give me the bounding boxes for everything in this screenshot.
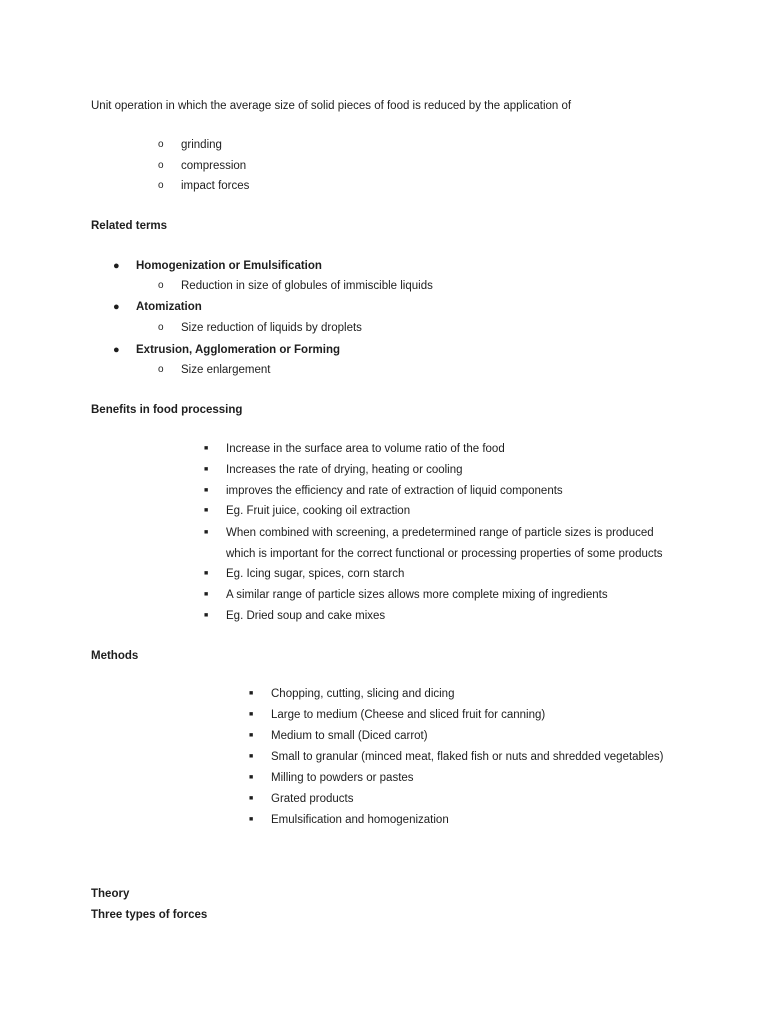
list-item: Chopping, cutting, slicing and dicing	[271, 688, 455, 700]
square-bullet-icon: ■	[249, 732, 254, 739]
methods-heading: Methods	[91, 650, 139, 662]
list-item: improves the efficiency and rate of extraction of liquid components	[226, 485, 563, 497]
list-item-continuation: which is important for the correct functional or processing properties of some products	[226, 548, 663, 560]
list-item: Eg. Fruit juice, cooking oil extraction	[226, 505, 411, 517]
disc-bullet-icon: ●	[113, 260, 120, 272]
square-bullet-icon: ■	[249, 816, 254, 823]
list-item: A similar range of particle sizes allows more complete mixing of ingredients	[226, 589, 608, 601]
circle-bullet-icon: o	[158, 280, 164, 291]
square-bullet-icon: ■	[204, 612, 209, 619]
circle-bullet-icon: o	[158, 160, 164, 171]
list-item: Eg. Dried soup and cake mixes	[226, 610, 386, 622]
list-item: Medium to small (Diced carrot)	[271, 730, 428, 742]
related-term-description: Reduction in size of globules of immiscible liquids	[181, 280, 433, 292]
list-item: Small to granular (minced meat, flaked fish or nuts and shredded vegetables)	[271, 751, 664, 763]
square-bullet-icon: ■	[204, 487, 209, 494]
list-item: Grated products	[271, 793, 354, 805]
list-item: compression	[181, 160, 247, 172]
square-bullet-icon: ■	[249, 711, 254, 718]
square-bullet-icon: ■	[249, 753, 254, 760]
circle-bullet-icon: o	[158, 364, 164, 375]
square-bullet-icon: ■	[204, 591, 209, 598]
list-item: Large to medium (Cheese and sliced fruit for canning)	[271, 709, 546, 721]
circle-bullet-icon: o	[158, 322, 164, 333]
list-item: Milling to powders or pastes	[271, 772, 414, 784]
benefits-heading: Benefits in food processing	[91, 404, 243, 416]
list-item: Increase in the surface area to volume ratio of the food	[226, 443, 505, 455]
disc-bullet-icon: ●	[113, 301, 120, 313]
related-term-description: Size enlargement	[181, 364, 271, 376]
theory-heading: Theory	[91, 888, 130, 900]
circle-bullet-icon: o	[158, 139, 164, 150]
list-item: Increases the rate of drying, heating or cooling	[226, 464, 463, 476]
list-item: impact forces	[181, 180, 250, 192]
list-item: When combined with screening, a predetermined range of particle sizes is produced	[226, 527, 654, 539]
related-term-description: Size reduction of liquids by droplets	[181, 322, 362, 334]
square-bullet-icon: ■	[249, 690, 254, 697]
disc-bullet-icon: ●	[113, 344, 120, 356]
intro-text: Unit operation in which the average size of solid pieces of food is reduced by the application of	[91, 100, 572, 112]
square-bullet-icon: ■	[204, 570, 209, 577]
related-terms-heading: Related terms	[91, 220, 168, 232]
related-term: Atomization	[136, 301, 202, 313]
forces-heading: Three types of forces	[91, 909, 208, 921]
square-bullet-icon: ■	[249, 795, 254, 802]
list-item: grinding	[181, 139, 222, 151]
square-bullet-icon: ■	[249, 774, 254, 781]
square-bullet-icon: ■	[204, 507, 209, 514]
square-bullet-icon: ■	[204, 445, 209, 452]
list-item: Eg. Icing sugar, spices, corn starch	[226, 568, 405, 580]
circle-bullet-icon: o	[158, 180, 164, 191]
related-term: Homogenization or Emulsification	[136, 260, 322, 272]
square-bullet-icon: ■	[204, 529, 209, 536]
related-term: Extrusion, Agglomeration or Forming	[136, 344, 341, 356]
list-item: Emulsification and homogenization	[271, 814, 449, 826]
square-bullet-icon: ■	[204, 466, 209, 473]
